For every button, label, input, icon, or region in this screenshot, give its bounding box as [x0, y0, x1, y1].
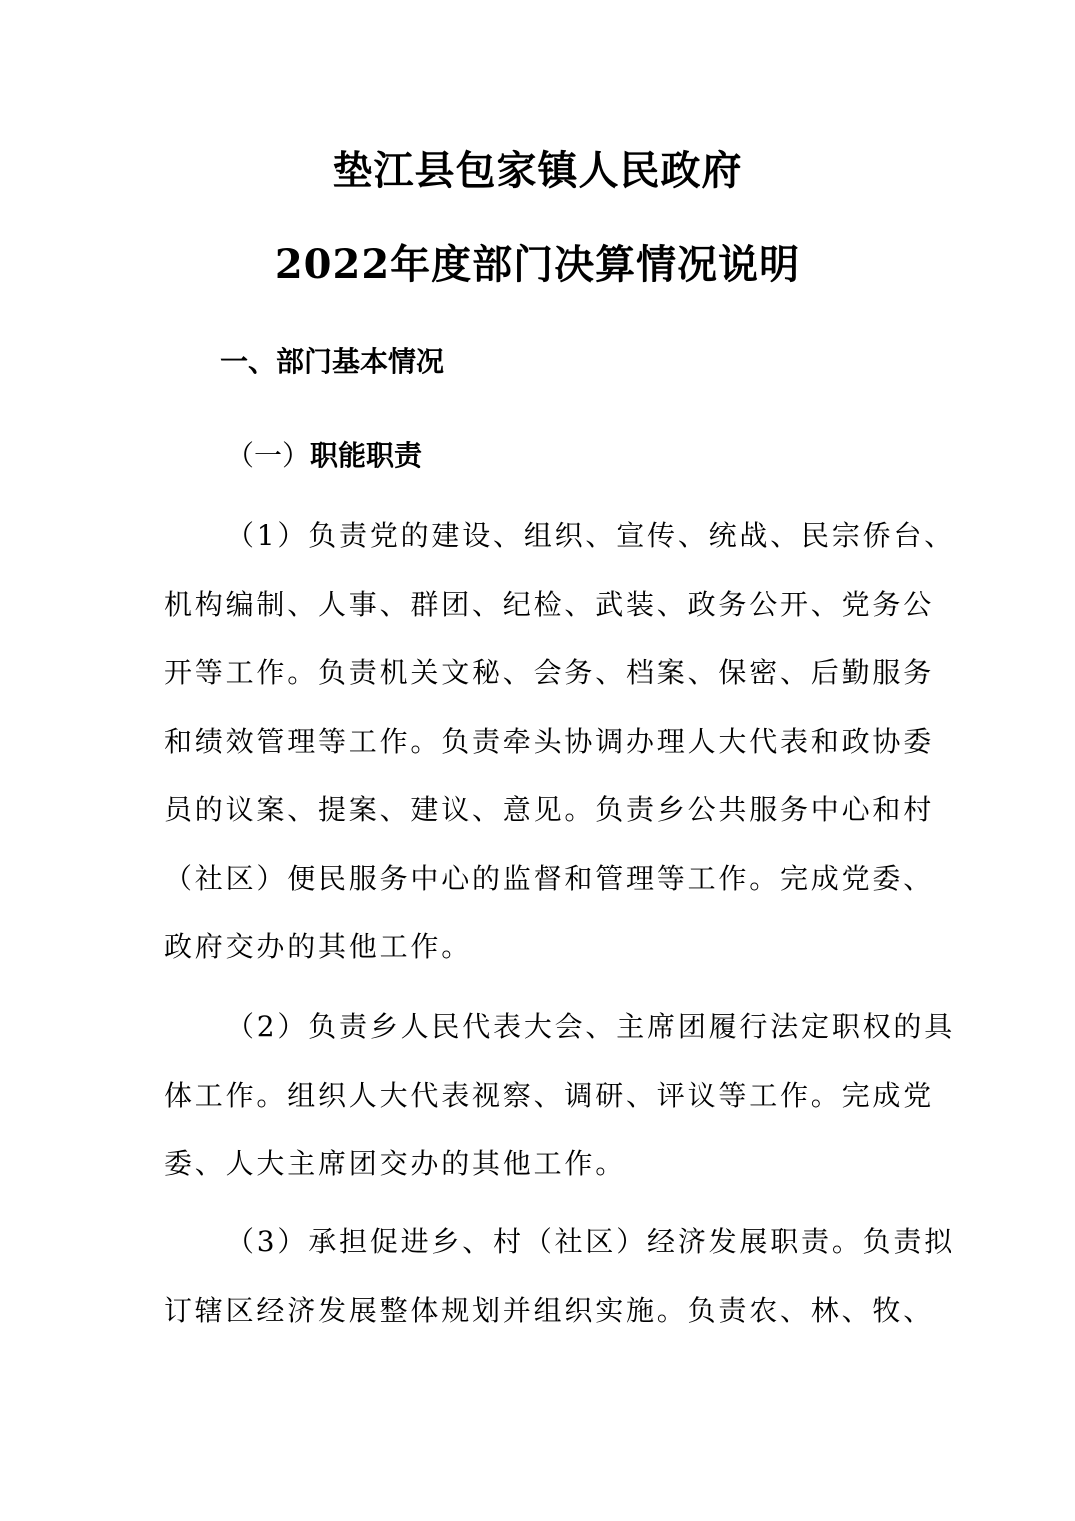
paragraph-duty-3 — [164, 1208, 956, 1345]
paragraph-line: 机构编制、人事、群团、纪检、武装、政务公开、党务公 — [164, 587, 935, 621]
paragraph-line: 体工作。组织人大代表视察、调研、评议等工作。完成党 — [164, 1078, 935, 1112]
paragraph-line: 订辖区经济发展整体规划并组织实施。负责农、林、牧、 — [164, 1293, 935, 1327]
paragraph-line: （2）负责乡人民代表大会、主席团履行法定职权的具 — [226, 1010, 956, 1043]
paragraph-line: 开等工作。负责机关文秘、会务、档案、保密、后勤服务 — [164, 656, 935, 689]
paragraph-duty-2 — [164, 993, 956, 1199]
paragraph-line: （社区）便民服务中心的监督和管理等工作。完成党委、 — [164, 861, 935, 895]
paragraph-line: （3）承担促进乡、村（社区）经济发展职责。负责拟 — [226, 1225, 956, 1258]
document-title-line-2: 2022年度部门决算情况说明 — [274, 241, 801, 288]
paragraph-line: 政府交办的其他工作。 — [164, 930, 473, 963]
section-heading-basic-info: 一、部门基本情况 — [220, 345, 445, 378]
paragraph-line: 和绩效管理等工作。负责牵头协调办理人大代表和政协委 — [164, 724, 935, 758]
paragraph-line: 员的议案、提案、建议、意见。负责乡公共服务中心和村 — [164, 793, 935, 826]
paragraph-line: 委、人大主席团交办的其他工作。 — [164, 1147, 627, 1180]
subsection-heading-duties — [226, 438, 422, 474]
paragraph-duty-1 — [164, 502, 956, 982]
paragraph-line: （1）负责党的建设、组织、宣传、统战、民宗侨台、 — [226, 519, 956, 552]
subsection-number: （一） — [226, 439, 311, 472]
document-title-line-1: 垫江县包家镇人民政府 — [332, 147, 743, 194]
subsection-title: 职能职责 — [310, 439, 423, 472]
